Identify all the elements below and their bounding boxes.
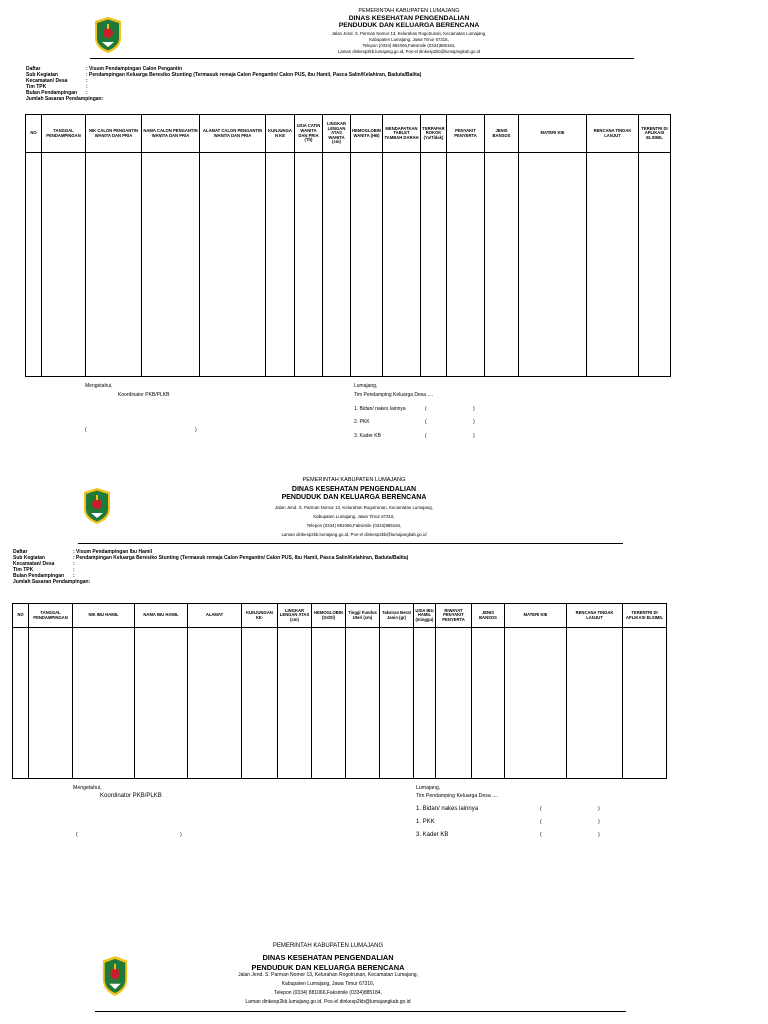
col-header: Taksiran Berat Janin (gr) [380, 604, 414, 628]
sign-paren-open: ( [540, 832, 542, 838]
team-label: Tim Pendamping Keluarga Desa .... [416, 793, 498, 799]
form2-meta [13, 549, 408, 585]
dept-name-line1: DINAS KESEHATAN PENGENDALIAN [262, 953, 394, 962]
dept-name-line2: PENDUDUK DAN KELUARGA BERENCANA [338, 22, 480, 29]
meta-key: Kecamatan/ Desa [26, 78, 68, 84]
col-header: TANGGAL PENDAMPINGAN [42, 115, 86, 153]
coordinator-paren-close: ) [195, 427, 197, 433]
address-line1: Jalan Jend. S. Parman Nomor 13, Kelurahan Rogotrunan, Kecamatan Lumajang, [238, 972, 418, 978]
form1-table [25, 114, 671, 377]
phone-line: Telepon (0334) 881066,Faksimile (0334)885184, [362, 43, 456, 48]
col-header: RIWAYAT PENYAKIT PENYERTA [436, 604, 472, 628]
member-kader: 3. Kader KB [416, 832, 449, 838]
col-header: MATERI KIE [519, 115, 587, 153]
col-header: RENCANA TINDAK LANJUT [567, 604, 623, 628]
col-header: HEMOGLOBIN WANITA (HB) [351, 115, 383, 153]
address-line1: Jalan Jend. S. Parman Nomor 13, Kelurahan Rogotrunan, Kecamatan Lumajang, [275, 505, 433, 510]
col-header: TANGGAL PENDAMPINGAN [29, 604, 73, 628]
col-header: JENIS BANSOS [472, 604, 505, 628]
address-line2: Kabupaten Lumajang, Jawa Timur 67316, [369, 37, 449, 42]
web-line: Laman dinkesp2kb.lumajang.go.id, Pos-el dinkesp2kb@lumajangkab.go.id [338, 49, 480, 54]
known-label: Mengetahui, [73, 785, 102, 791]
sign-paren-open: ( [425, 433, 427, 439]
form2-table [12, 603, 667, 779]
meta-key: Bulan Pendampingan [13, 573, 65, 579]
meta-value: : [86, 90, 88, 96]
phone-line: Telepon (0334) 881066,Faksimile (0334)885184, [274, 990, 382, 996]
meta-key: Bulan Pendampingan [26, 90, 78, 96]
col-header: USIA IBU HAMIL (minggu) [414, 604, 436, 628]
member-pkk: 2. PKK [354, 419, 370, 425]
sign-paren-close: ) [598, 819, 600, 825]
col-header: ALAMAT CALON PENGANTIN WANITA DAN PRIA [200, 115, 266, 153]
gov-name: PEMERINTAH KABUPATEN LUMAJANG [358, 8, 460, 14]
address-line2: Kabupaten Lumajang, Jawa Timur 67316, [313, 514, 395, 519]
col-header: JENIS BANSOS [485, 115, 519, 153]
letterhead-rule-3 [95, 1011, 626, 1012]
meta-value: : [86, 78, 88, 84]
address-line2: Kabupaten Lumajang, Jawa Timur 67316, [281, 981, 375, 987]
letterhead-rule-1 [90, 58, 634, 59]
meta-value: : [86, 84, 88, 90]
col-header: MENDAPATKAN TABLET TAMBAH DARAH [383, 115, 421, 153]
address-line1: Jalan Jend. S. Parman Nomor 13, Kelurahan Rogotrunan, Kecamatan Lumajang, [331, 31, 487, 36]
sign-paren-close: ) [473, 419, 475, 425]
member-kader: 3. Kader KB [354, 433, 381, 439]
phone-line: Telepon (0334) 881066,Faksimile (0334)885184, [306, 523, 402, 528]
sign-paren-close: ) [473, 406, 475, 412]
dept-name-line1: DINAS KESEHATAN PENGENDALIAN [348, 15, 470, 22]
col-header: HEMOGLOBIN (Gr/Dl) [312, 604, 346, 628]
col-header: LINGKAR LENGAN ATAS WANITA (cm) [323, 115, 351, 153]
meta-value: : Visum Pendampingan Ibu Hamil [73, 549, 153, 555]
col-header: TERENTRI DI APLIKASI ELSIMIL [623, 604, 667, 628]
member-pkk: 1. PKK [416, 819, 435, 825]
meta-value: : Pendampingan Keluarga Beresiko Stunting (Termasuk remaja Calon Pengantin/ Calon PUS, Ibu Hamil, Pasca Salin/Kelahiran, Baduta/Balita) [73, 555, 409, 561]
coordinator-paren-open: ( [76, 832, 78, 838]
col-header: KUNJUNGAN KE- [242, 604, 278, 628]
meta-value: : [73, 561, 75, 567]
col-header: MATERI KIE [505, 604, 567, 628]
form1-meta [26, 66, 421, 102]
col-header: NIK CALON PENGANTIN WANITA DAN PRIA [86, 115, 142, 153]
place-label: Lumajang, [354, 383, 378, 389]
sign-paren-open: ( [425, 419, 427, 425]
col-header: LINGKAR LENGAN ATAS (cm) [278, 604, 312, 628]
col-header: NAMA CALON PENGANTIN WANITA DAN PRIA [142, 115, 200, 153]
letterhead-rule-2 [78, 543, 623, 544]
coordinator-paren-close: ) [180, 832, 182, 838]
col-header: PENYAKIT PENYERTA [447, 115, 485, 153]
coordinator-label: Koordinator PKB/PLKB [100, 793, 162, 799]
table-body-row [26, 153, 671, 377]
col-header: TERENTRI DI APLIKASI ELSIMIL [639, 115, 671, 153]
meta-value: : Pendampingan Keluarga Beresiko Stunting (Termasuk remaja Calon Pengantin/ Calon PUS, Ibu Hamil, Pasca Salin/Kelahiran, Baduta/Balita) [86, 72, 422, 78]
meta-value: : Visum Pendampingan Calon Pengantin [86, 66, 183, 72]
gov-name: PEMERINTAH KABUPATEN LUMAJANG [302, 477, 406, 483]
place-label: Lumajang, [416, 785, 441, 791]
meta-key: Tim TPK [13, 567, 34, 573]
col-header: USIA CATIN WANITA DAN PRIA (Th) [295, 115, 323, 153]
col-header: NO [13, 604, 29, 628]
web-line: Laman dinkesp2kb.lumajang.go.id, Pos-el dinkesp2kb@lumajangkab.go.id [281, 532, 427, 537]
table-body-row [13, 628, 667, 779]
coordinator-label: Koordinator PKB/PLKB [118, 392, 170, 398]
sign-paren-open: ( [540, 819, 542, 825]
dept-name-line2: PENDUDUK DAN KELUARGA BERENCANA [251, 963, 405, 972]
col-header: ALAMAT [188, 604, 242, 628]
sign-paren-close: ) [473, 433, 475, 439]
meta-key: Sub Kegiatan [26, 72, 58, 78]
col-header: Tinggi Fundus Uteri (cm) [346, 604, 380, 628]
col-header: RENCANA TINDAK LANJUT [587, 115, 639, 153]
member-midwife: 1. Bidan/ nakes lainnya [354, 406, 406, 412]
col-header: KUNJUNGAN KE [266, 115, 295, 153]
known-label: Mengetahui, [85, 383, 113, 389]
meta-key: Daftar [13, 549, 28, 555]
gov-name: PEMERINTAH KABUPATEN LUMAJANG [272, 943, 384, 949]
meta-value: : [73, 567, 75, 573]
meta-value: : [101, 96, 104, 102]
meta-key: Kecamatan/ Desa [13, 561, 55, 567]
dept-name-line1: DINAS KESEHATAN PENGENDALIAN [291, 486, 417, 493]
meta-key: Jumlah Sasaran Pendampingan [13, 579, 89, 585]
meta-key: Jumlah Sasaran Pendampingan [26, 96, 102, 102]
col-header: TERPAPAR ROKOK (Ya/Tidak) [421, 115, 447, 153]
team-label: Tim Pendamping Keluarga Desa .... [354, 392, 434, 398]
meta-value: : [73, 573, 75, 579]
meta-value: : [88, 579, 91, 585]
meta-key: Sub Kegiatan [13, 555, 45, 561]
meta-key: Tim TPK [26, 84, 47, 90]
coordinator-paren-open: ( [85, 427, 87, 433]
col-header: NO [26, 115, 42, 153]
sign-paren-open: ( [425, 406, 427, 412]
sign-paren-close: ) [598, 832, 600, 838]
member-midwife: 1. Bidan/ nakes lainnya [416, 806, 479, 812]
col-header: NIK IBU HAMIL [73, 604, 135, 628]
dept-name-line2: PENDUDUK DAN KELUARGA BERENCANA [281, 494, 427, 501]
meta-key: Daftar [26, 66, 41, 72]
sign-paren-open: ( [540, 806, 542, 812]
web-line: Laman dinkesp2kb.lumajang.go.id, Pos-el dinkesp2kb@lumajangkab.go.id [245, 999, 411, 1005]
col-header: NAMA IBU HAMIL [135, 604, 188, 628]
sign-paren-close: ) [598, 806, 600, 812]
